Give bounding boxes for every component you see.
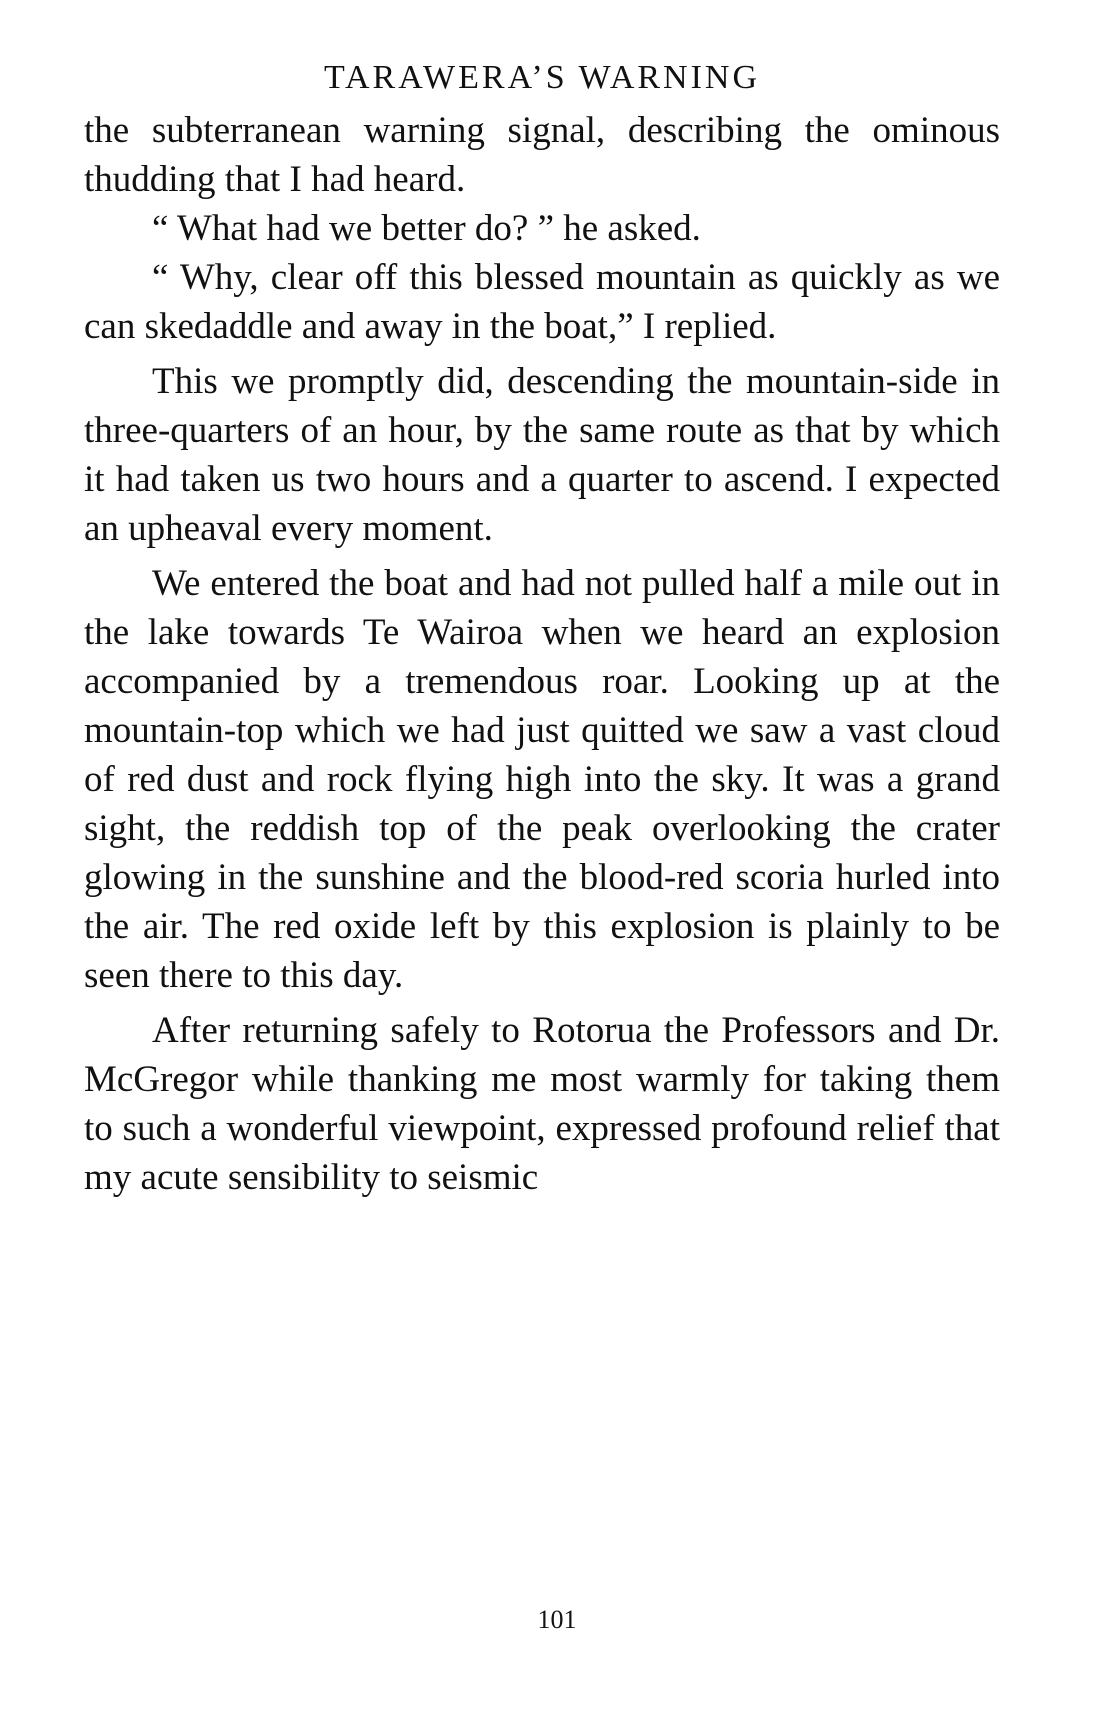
book-page [84,58,1000,1202]
paragraph-explosion: We entered the boat and had not pulled half a mile out in the lake towards Te Wairoa when we heard an explosion accompanied by a tremendous roar. Looking up at the mountain-top which we had just quitted we saw a vast cloud of red dust and rock flying high into the sky. It was a grand sight, the reddish top of the peak overlooking the crater glowing in the sunshine and the blood-red scoria hurled into the air. The red oxide left by this explosion is plainly to be seen there to this day. [84,563,1000,996]
paragraph-descent: This we promptly did, descending the mountain-side in three-quarters of an hour, by the same route as that by which it had taken us two hours and a quarter to ascend. I expected an upheaval every moment. [84,361,1000,549]
paragraph-reply: “ Why, clear off this blessed mountain as quickly as we can skedaddle and away in the boat,” I replied. [84,257,1000,347]
paragraph-question: “ What had we better do? ” he asked. [152,208,701,249]
paragraph-return: After returning safely to Rotorua the Professors and Dr. McGregor while thanking me most warmly for taking them to such a wonderful viewpoint, expressed profound relief that my acute sensibility to seismic [84,1010,1000,1198]
running-head: TARAWERA’S WARNING [323,59,761,96]
body-text [84,106,1000,1202]
paragraph-continuation: the subterranean warning signal, describing the ominous thudding that I had heard. [84,110,1000,200]
page-number: 101 [537,1605,577,1634]
